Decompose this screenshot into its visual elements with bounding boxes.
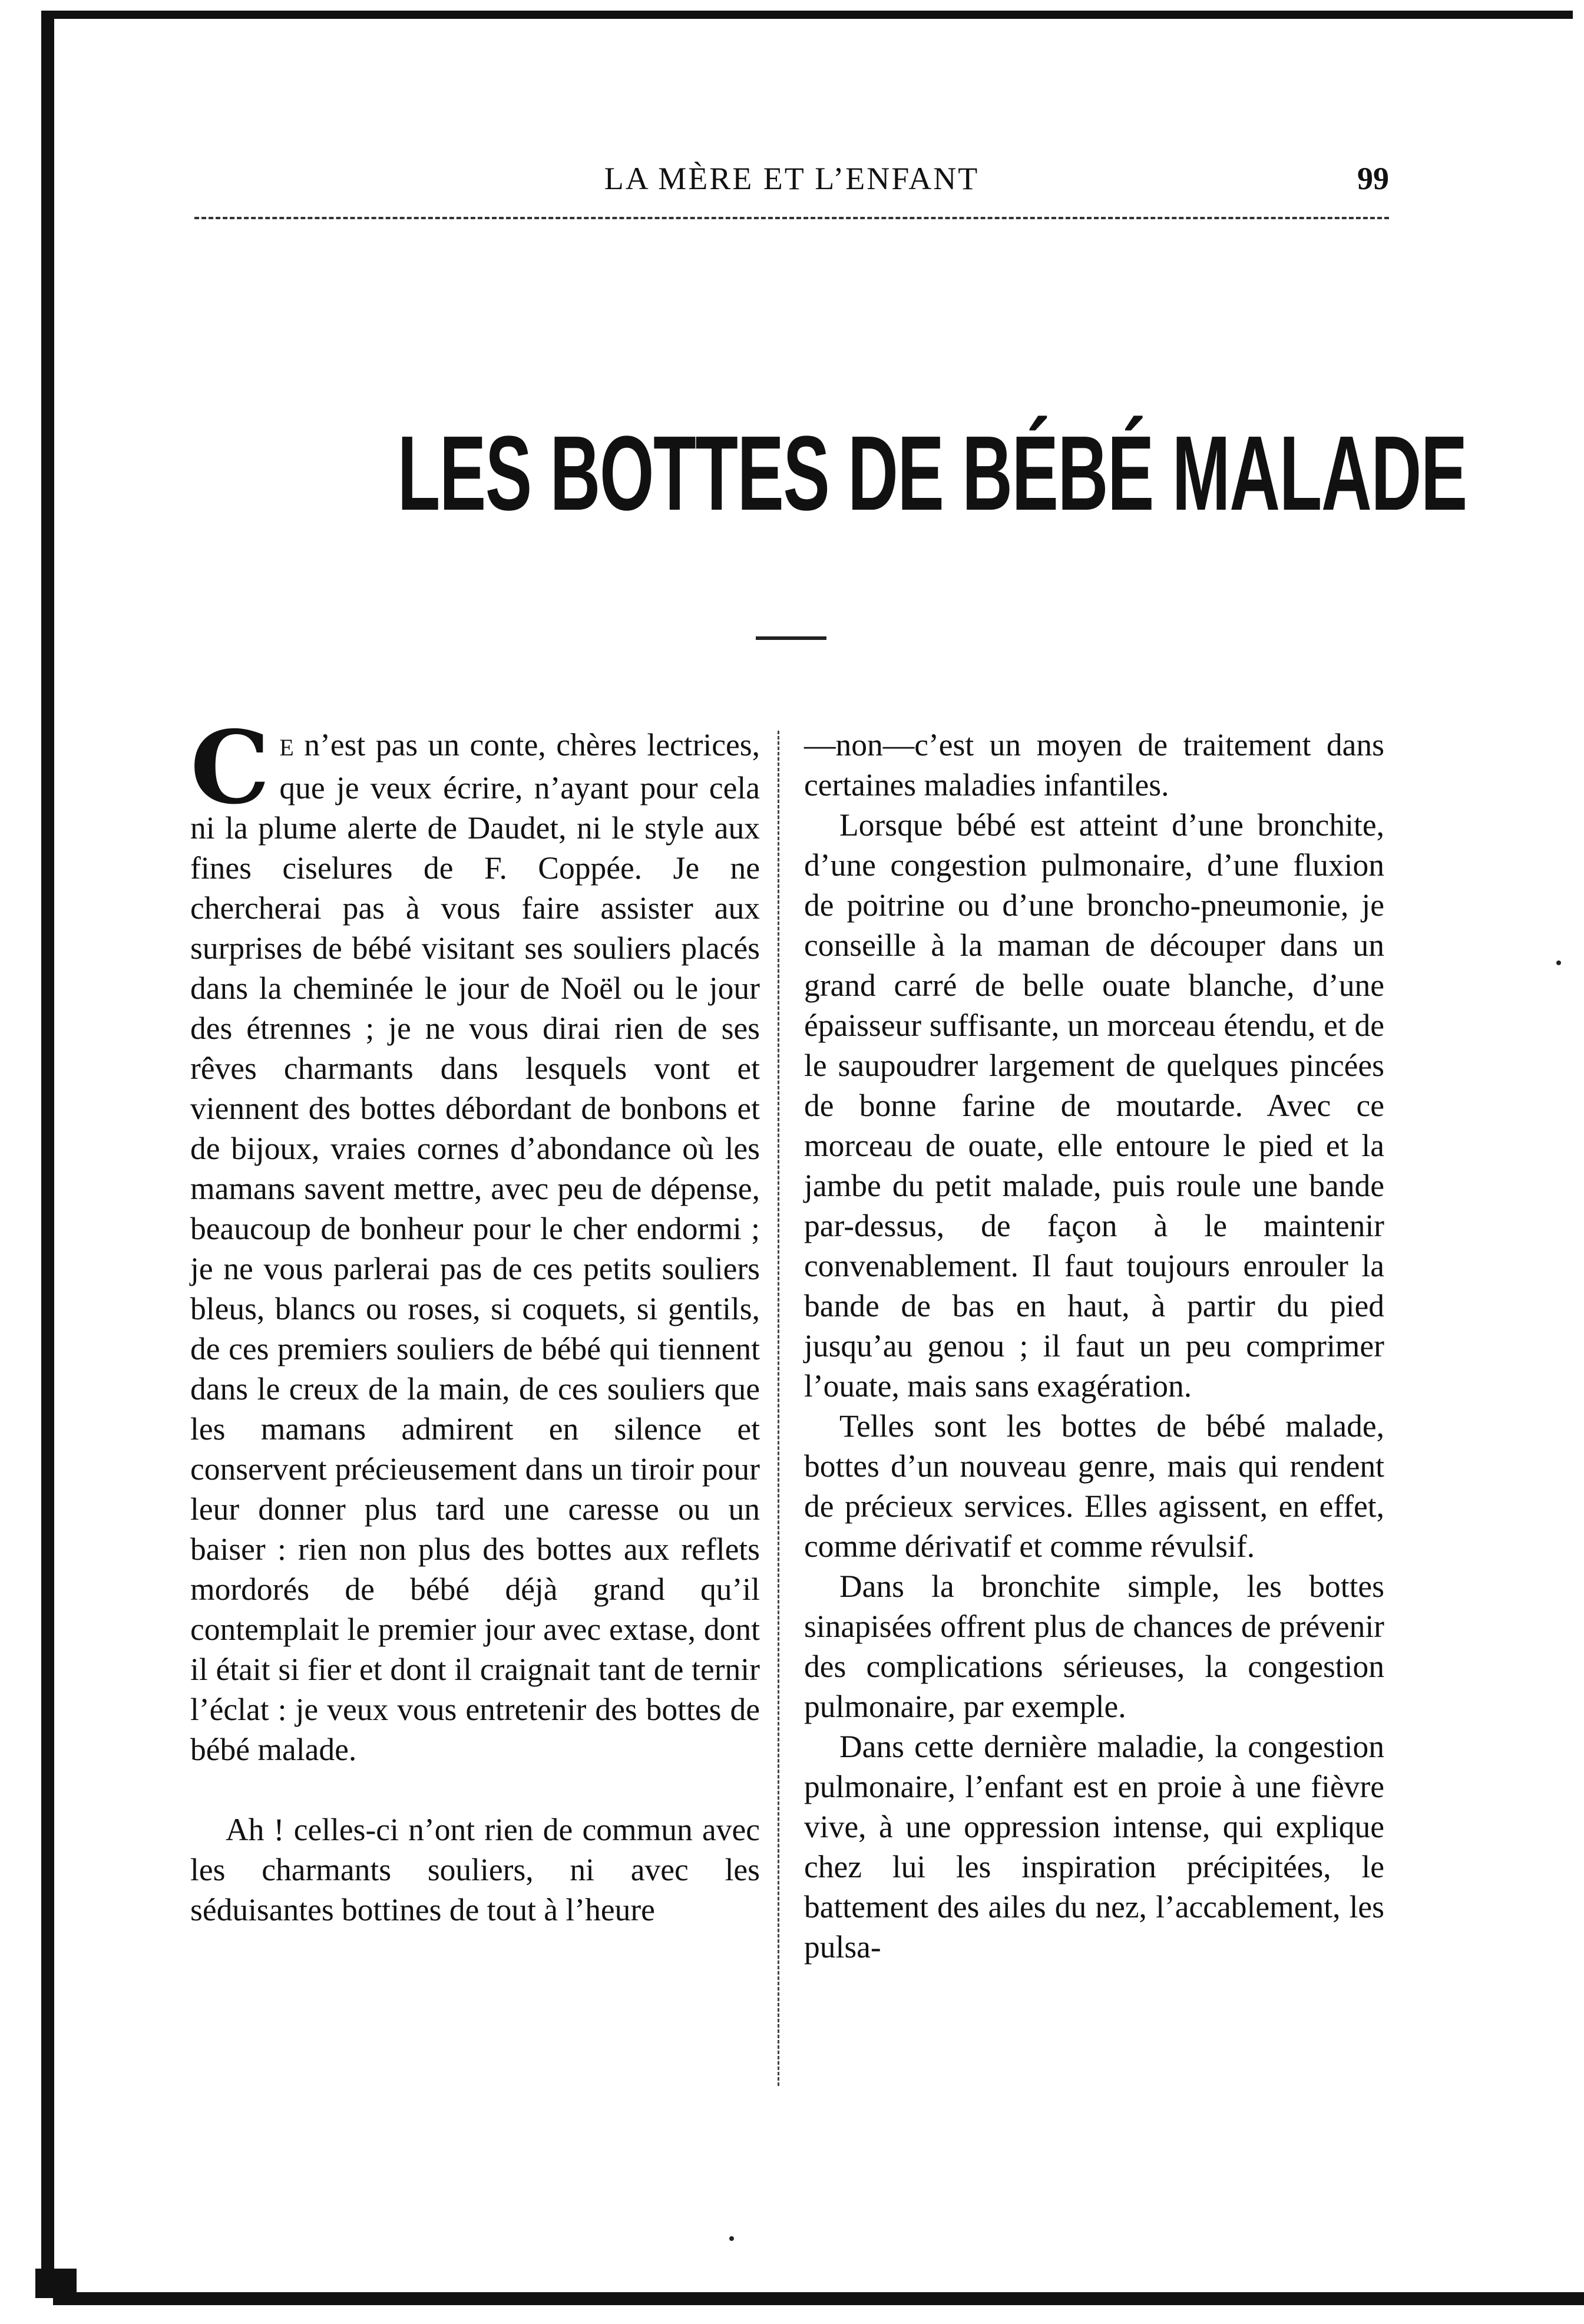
left-column xyxy=(190,709,760,1930)
scan-top-edge xyxy=(41,11,1573,19)
scan-bottom-edge xyxy=(53,2292,1584,2305)
print-speck xyxy=(729,2236,734,2241)
opening-small-cap: E xyxy=(279,734,294,761)
paragraph: Ah ! celles-ci n’ont rien de commun avec les charmants souliers, ni avec les séduisantes bottines de tout à l’heure xyxy=(190,1812,760,1927)
scan-left-edge xyxy=(41,11,54,2297)
paragraph: Lorsque bébé est atteint d’une bronchite, d’une congestion pulmonaire, d’une fluxion de poitrine ou d’une broncho-pneumonie, je conseille à la maman de découper dans un grand carré de belle ouate blanche, d’une épaisseur suffisante, un morceau étendu, et de le saupoudrer largement de quelques pincées de bonne farine de moutarde. Avec ce morceau de ouate, elle entoure le pied et la jambe du petit malade, puis roule une bande par-dessus, de façon à le maintenir convenablement. Il faut toujours enrouler la bande de bas en haut, à partir du pied jusqu’au genou ; il faut un peu comprimer l’ouate, mais sans exagération. xyxy=(804,807,1384,1404)
paragraph: Telles sont les bottes de bébé malade, bottes d’un nouveau genre, mais qui rendent de précieux services. Elles agissent, en effet, comme dérivatif et comme révulsif. xyxy=(804,1408,1384,1564)
right-column xyxy=(804,725,1384,1967)
paragraph: Dans la bronchite simple, les bottes sinapisées offrent plus de chances de prévenir des complications sérieuses, la congestion pulmonaire, par exemple. xyxy=(804,1569,1384,1724)
article-title: LES BOTTES DE BÉBÉ MALADE xyxy=(397,414,1467,533)
opening-paragraph-text: n’est pas un conte, chères lectrices, que je veux écrire, n’ayant pour cela ni la plume alerte de Daudet, ni le style aux fines ciselures de F. Coppée. Je ne chercherai pas à vous faire assister aux surprises de bébé visitant ses souliers placés dans la cheminée le jour de Noël ou le jour des étrennes ; je ne vous dirai rien de ses rêves charmants dans lesquels vont et viennent des bottes débordant de bonbons et de bijoux, vraies cornes d’abondance où les mamans savent mettre, avec peu de dépense, beaucoup de bonheur pour le cher endormi ; je ne vous parlerai pas de ces petits souliers bleus, blancs ou roses, si coquets, si gentils, de ces premiers souliers de bébé qui tiennent dans le creux de la main, de ces souliers que les mamans admirent en silence et conservent précieusement dans un tiroir pour leur donner plus tard une caresse ou un baiser : rien non plus des bottes aux reflets mordorés de bébé déjà grand qu’il contemplait le premier jour avec extase, dont il était si fier et dont il craignait tant de ternir l’éclat : je veux vous entretenir des bottes de bébé malade. xyxy=(190,727,760,1767)
continued-paragraph: —non—c’est un moyen de traitement dans certaines maladies infantiles. xyxy=(804,727,1384,803)
column-divider xyxy=(778,731,779,2086)
page-number: 99 xyxy=(1357,161,1389,196)
drop-cap: C xyxy=(190,709,270,827)
paragraph: Dans cette dernière maladie, la congestion pulmonaire, l’enfant est en proie à une fièvre vive, à une oppression intense, qui explique chez lui les inspiration précipitées, le battement des ailes du nez, l’accablement, les pulsa- xyxy=(804,1729,1384,1965)
opening-paragraph xyxy=(190,709,760,1770)
running-header xyxy=(194,160,1389,207)
title-rule xyxy=(756,636,826,640)
header-rule xyxy=(194,217,1389,219)
print-speck xyxy=(1556,960,1561,965)
running-title: LA MÈRE ET L’ENFANT xyxy=(604,161,980,196)
